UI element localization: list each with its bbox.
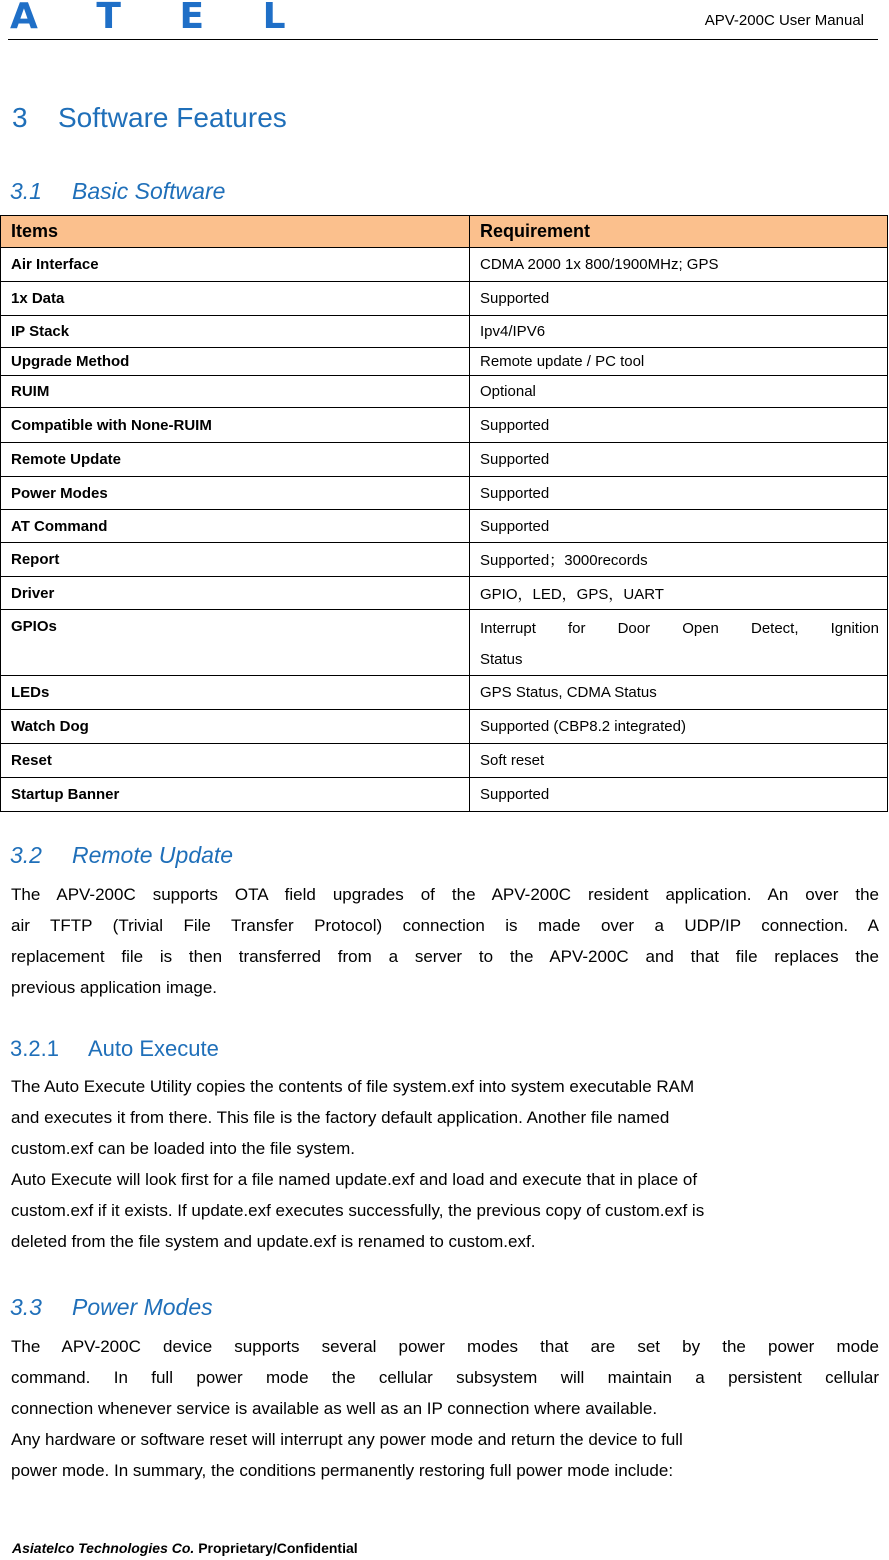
paragraph-line: deleted from the file system and update.exf is renamed to custom.exf. — [11, 1232, 536, 1251]
page-header — [8, 0, 878, 40]
requirement-cell: Supported — [470, 443, 888, 477]
table-row — [1, 744, 888, 778]
requirement-cell: GPS Status, CDMA Status — [470, 676, 888, 710]
company-name: Asiatelco Technologies Co. — [12, 1540, 195, 1556]
paragraph-line: command. In full power mode the cellular subsystem will maintain a persistent cellular — [11, 1368, 879, 1387]
section-title: Software Features — [58, 102, 287, 133]
table-row — [1, 710, 888, 744]
requirement-cell: GPIO，LED，GPS，UART — [470, 577, 888, 610]
column-header-items: Items — [1, 216, 470, 248]
requirement-cell: Supported (CBP8.2 integrated) — [470, 710, 888, 744]
basic-software-table — [0, 215, 888, 812]
section-3-2-heading — [10, 842, 233, 869]
table-row — [1, 543, 888, 577]
paragraph-line: air TFTP (Trivial File Transfer Protocol) connection is made over a UDP/IP connection. A — [11, 916, 879, 935]
item-cell: Driver — [1, 577, 470, 610]
table-row — [1, 248, 888, 282]
paragraph-line: and executes it from there. This file is the factory default application. Another file named — [11, 1108, 670, 1127]
paragraph-line: The APV-200C supports OTA field upgrades of the APV-200C resident application. An over the — [11, 885, 879, 904]
item-cell: IP Stack — [1, 316, 470, 348]
table-row — [1, 477, 888, 510]
item-cell: Startup Banner — [1, 778, 470, 812]
section-title: Auto Execute — [88, 1036, 219, 1061]
section-3-3-heading — [10, 1294, 213, 1321]
item-cell: RUIM — [1, 376, 470, 408]
table-row — [1, 676, 888, 710]
table-row — [1, 443, 888, 477]
table-row — [1, 376, 888, 408]
section-3-heading — [12, 102, 287, 134]
table-row — [1, 408, 888, 443]
requirement-cell: Ipv4/IPV6 — [470, 316, 888, 348]
section-3-1-heading — [10, 178, 225, 205]
requirement-cell: Supported — [470, 408, 888, 443]
section-title: Basic Software — [72, 178, 226, 204]
item-cell: GPIOs — [1, 610, 470, 676]
item-cell: Report — [1, 543, 470, 577]
requirement-cell: Supported — [470, 282, 888, 316]
item-cell: Power Modes — [1, 477, 470, 510]
atel-logo: A T E L — [10, 0, 309, 37]
paragraph-line: Auto Execute will look first for a file named update.exf and load and execute that in place of — [11, 1170, 698, 1189]
table-row — [1, 316, 888, 348]
requirement-cell: Supported — [470, 778, 888, 812]
item-cell: Compatible with None-RUIM — [1, 408, 470, 443]
column-header-requirement: Requirement — [470, 216, 888, 248]
table-header-row — [1, 216, 888, 248]
item-cell: Reset — [1, 744, 470, 778]
requirement-cell: Supported；3000records — [470, 543, 888, 577]
paragraph-line: custom.exf if it exists. If update.exf executes successfully, the previous copy of custom.exf is — [11, 1201, 705, 1220]
table-row — [1, 348, 888, 376]
item-cell: 1x Data — [1, 282, 470, 316]
requirement-line: Interrupt for Door Open Detect, Ignition — [480, 619, 879, 637]
table-row — [1, 778, 888, 812]
paragraph-line: The Auto Execute Utility copies the contents of file system.exf into system executable RAM — [11, 1077, 695, 1096]
table-row — [1, 577, 888, 610]
requirement-cell: CDMA 2000 1x 800/1900MHz; GPS — [470, 248, 888, 282]
requirement-cell: Supported — [470, 477, 888, 510]
requirement-cell: Remote update / PC tool — [470, 348, 888, 376]
section-number: 3.2.1 — [10, 1036, 59, 1061]
power-modes-paragraph — [11, 1331, 879, 1486]
paragraph-line: The APV-200C device supports several power modes that are set by the power mode — [11, 1337, 879, 1356]
table-row — [1, 282, 888, 316]
item-cell: Air Interface — [1, 248, 470, 282]
table-row — [1, 610, 888, 676]
paragraph-line: custom.exf can be loaded into the file system. — [11, 1139, 355, 1158]
paragraph-line: power mode. In summary, the conditions permanently restoring full power mode include: — [11, 1461, 674, 1480]
page-footer — [12, 1540, 358, 1556]
section-3-2-1-heading — [10, 1036, 219, 1062]
section-number: 3.3 — [10, 1294, 42, 1320]
paragraph-line: previous application image. — [11, 978, 218, 997]
section-number: 3.1 — [10, 178, 42, 204]
item-cell: LEDs — [1, 676, 470, 710]
requirement-cell — [470, 610, 888, 676]
confidential-notice: Proprietary/Confidential — [198, 1540, 358, 1556]
paragraph-line: connection whenever service is available as well as an IP connection where available. — [11, 1399, 658, 1418]
item-cell: Upgrade Method — [1, 348, 470, 376]
document-title: APV-200C User Manual — [704, 12, 864, 29]
table-row — [1, 510, 888, 543]
item-cell: AT Command — [1, 510, 470, 543]
paragraph-line: Any hardware or software reset will interrupt any power mode and return the device to full — [11, 1430, 683, 1449]
requirement-cell: Soft reset — [470, 744, 888, 778]
section-number: 3.2 — [10, 842, 42, 868]
requirement-line: Status — [480, 650, 523, 668]
paragraph-line: replacement file is then transferred from a server to the APV-200C and that file replaces the — [11, 947, 879, 966]
auto-execute-paragraph — [11, 1071, 879, 1257]
section-title: Remote Update — [72, 842, 234, 868]
section-title: Power Modes — [72, 1294, 213, 1320]
section-number: 3 — [12, 102, 28, 133]
item-cell: Watch Dog — [1, 710, 470, 744]
requirement-cell: Supported — [470, 510, 888, 543]
requirement-cell: Optional — [470, 376, 888, 408]
item-cell: Remote Update — [1, 443, 470, 477]
remote-update-paragraph — [11, 879, 879, 1003]
